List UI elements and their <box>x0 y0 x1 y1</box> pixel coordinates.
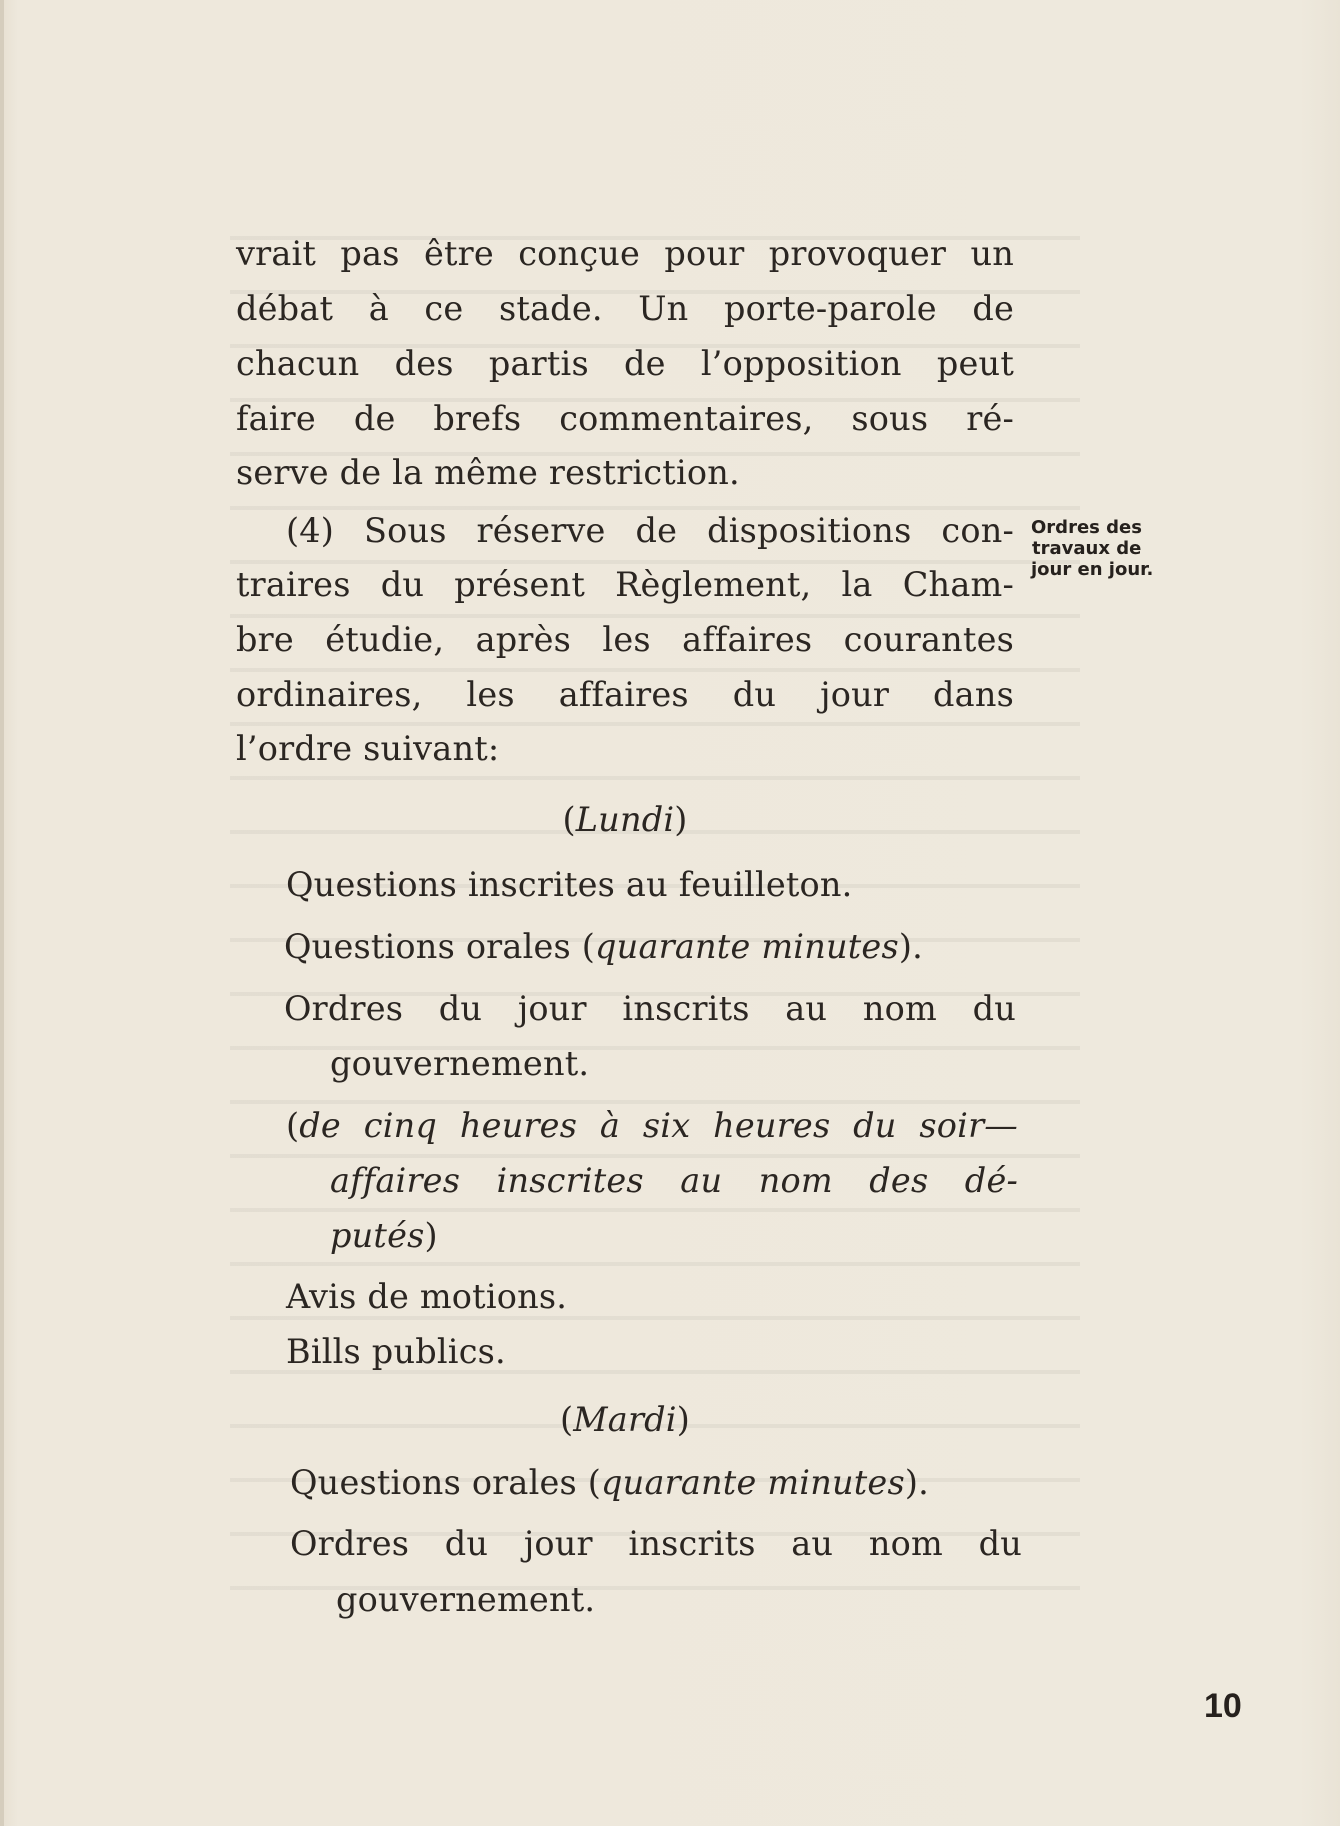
paren-open: ( <box>286 1106 300 1145</box>
body-line: débat à ce stade. Un porte-parole de <box>236 289 1014 328</box>
body-line: l’ordre suivant: <box>236 729 500 768</box>
list-item: Ordres du jour inscrits au nom du <box>290 1524 1022 1563</box>
body-line: chacun des partis de l’opposition peut <box>236 344 1014 383</box>
body-line: faire de brefs commentaires, sous ré- <box>236 399 1014 438</box>
item-italic: de cinq heures à six heures du soir— <box>299 1106 1018 1145</box>
body-line: (4) Sous réserve de dispositions con- <box>286 511 1014 550</box>
item-text: ). <box>904 1463 929 1502</box>
list-item: Avis de motions. <box>286 1277 568 1316</box>
page-spine-edge <box>0 0 4 1826</box>
body-line: bre étudie, après les affaires courantes <box>236 620 1014 659</box>
item-text: ). <box>898 927 923 966</box>
section-heading-monday <box>236 800 1014 840</box>
item-italic: putés <box>330 1216 425 1255</box>
list-item: Bills publics. <box>286 1332 506 1371</box>
section-heading-tuesday <box>236 1400 1014 1440</box>
list-item-continuation: gouvernement. <box>336 1580 596 1619</box>
margin-note-line: Ordres des <box>1031 517 1142 538</box>
day-label: Lundi <box>575 800 675 839</box>
margin-note-line: jour en jour. <box>1031 559 1154 580</box>
page-number: 10 <box>1204 1687 1242 1725</box>
body-line: vrait pas être conçue pour provoquer un <box>236 234 1014 273</box>
body-line: ordinaires, les affaires du jour dans <box>236 675 1014 714</box>
list-item <box>290 1463 929 1503</box>
list-item-continuation: gouvernement. <box>330 1044 590 1083</box>
paren-close: ) <box>674 800 688 839</box>
margin-note-line: travaux de <box>1032 538 1142 559</box>
day-label: Mardi <box>573 1400 677 1439</box>
list-item-continuation <box>330 1216 438 1256</box>
paren-close: ) <box>424 1216 438 1255</box>
list-item <box>284 927 923 967</box>
paren-open: ( <box>562 800 576 839</box>
list-item: Questions inscrites au feuilleton. <box>286 865 853 904</box>
paren-open: ( <box>559 1400 574 1439</box>
body-line: serve de la même restriction. <box>236 453 740 492</box>
item-text: Questions orales ( <box>290 1463 602 1502</box>
item-text: Questions orales ( <box>284 927 596 966</box>
list-item: Ordres du jour inscrits au nom du <box>284 989 1016 1028</box>
paren-close: ) <box>676 1400 690 1439</box>
list-item-continuation: affaires inscrites au nom des dé- <box>330 1161 1018 1200</box>
list-item <box>286 1106 1018 1146</box>
item-italic: quarante minutes <box>601 1463 905 1502</box>
body-line: traires du présent Règlement, la Cham- <box>236 565 1014 604</box>
item-italic: quarante minutes <box>595 927 899 966</box>
margin-note <box>1031 517 1153 580</box>
